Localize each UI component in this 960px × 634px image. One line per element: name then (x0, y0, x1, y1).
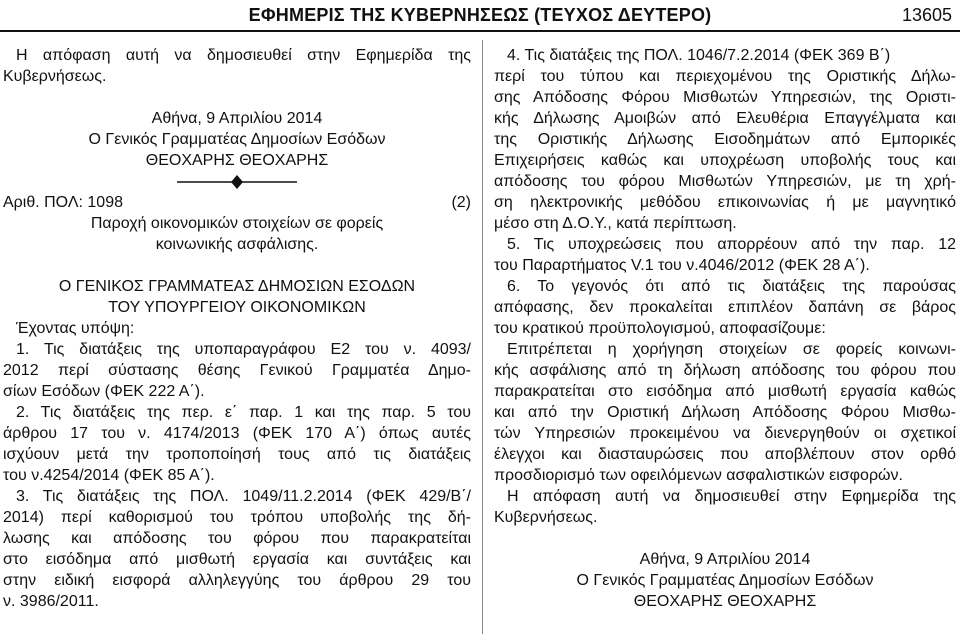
text-line: Επιτρέπεται η χορήγηση στοιχείων σε φορείς κοινωνι- (507, 341, 956, 358)
text-line: προσδιορισμό των οφειλόμενων ασφαλιστικών εισφορών. (494, 467, 903, 484)
issuing-authority: ΤΟΥ ΥΠΟΥΡΓΕΙΟΥ ΟΙΚΟΝΟΜΙΚΩΝ (108, 299, 366, 316)
decision-sequence: (2) (451, 194, 471, 211)
decision-number-row (3, 192, 471, 213)
signer-title: Ο Γενικός Γραμματέας Δημοσίων Εσόδων (576, 572, 874, 589)
text-line: του Παραρτήματος V.1 του ν.4046/2012 (ΦΕΚ 28 Α΄). (494, 257, 870, 274)
text-line: ν. 3986/2011. (3, 593, 99, 610)
text-line: κής ασφάλισης από τη δήλωση απόδοσης του φόρου που (494, 362, 956, 379)
left-column (3, 45, 471, 612)
signature-date: Αθήνα, 9 Απριλίου 2014 (151, 110, 323, 127)
text-line: Επιχειρήσεις καθώς και υποχρέωση υποβολής τους και (494, 152, 956, 169)
text-line: ση ηλεκτρονικής μεθόδου επικοινωνίας ή με μαγνητικό (494, 194, 956, 211)
text-line: έλεγχοι και διασταυρώσεις που αποβλέπουν στον ορθό (494, 446, 956, 463)
signature-date: Αθήνα, 9 Απριλίου 2014 (639, 551, 811, 568)
text-line: Κυβερνήσεως. (3, 68, 107, 85)
text-line: 2. Τις διατάξεις της περ. ε΄ παρ. 1 και της παρ. 5 του (16, 404, 471, 421)
having-regard: Έχοντας υπόψη: (16, 320, 135, 337)
text-line: 2014) περί καθορισμού του τρόπου υποβολής της δή- (3, 509, 471, 526)
text-line: απόφασης, δεν προκαλείται επιπλέον δαπάνη σε βάρος (494, 299, 956, 316)
text-line: 5. Τις υποχρεώσεις που απορρέουν από την παρ. 12 (507, 236, 956, 253)
column-divider (482, 40, 483, 634)
text-line: Η απόφαση αυτή να δημοσιευθεί στην Εφημερίδα της (16, 47, 471, 64)
text-line: ισχύουν μετά την τροποποίησή τους από τις διατάξεις (3, 446, 471, 463)
text-line: τών Υπηρεσιών προκειμένου να διενεργηθούν οι σχετικοί (494, 425, 956, 442)
gazette-title: ΕΦΗΜΕΡΙΣ ΤΗΣ ΚΥΒΕΡΝΗΣΕΩΣ (ΤΕΥΧΟΣ ΔΕΥΤΕΡΟ) (248, 5, 712, 25)
text-line: Κυβερνήσεως. (494, 509, 598, 526)
text-line: Η απόφαση αυτή να δημοσιευθεί στην Εφημερίδα της (507, 488, 956, 505)
text-line: λωσης και απόδοσης του φόρου που παρακρατείται (3, 530, 471, 547)
text-line: παρακρατείται στο εισόδημα από μισθωτή εργασία καθώς (494, 383, 956, 400)
text-line: 4. Τις διατάξεις της ΠΟΛ. 1046/7.2.2014 (ΦΕΚ 369 Β΄) (507, 47, 891, 64)
text-line: 2012 περί σύστασης θέσης Γενικού Γραμματέα Δημο- (3, 362, 471, 379)
signer-name: ΘΕΟΧΑΡΗΣ ΘΕΟΧΑΡΗΣ (633, 593, 817, 610)
text-line: 6. Το γεγονός ότι από τις διατάξεις της παρούσας (507, 278, 956, 295)
text-line: και από την Οριστική Δήλωση Απόδοσης Φόρου Μισθω- (494, 404, 956, 421)
decision-number: Αριθ. ΠΟΛ: 1098 (3, 194, 123, 211)
text-line: σίων Εσόδων (ΦΕΚ 222 Α΄). (3, 383, 205, 400)
text-line: 1. Τις διατάξεις της υποπαραγράφου Ε2 του ν. 4093/ (16, 341, 471, 358)
text-line: στην ειδική εισφορά αλληλεγγύης του άρθρου 29 του (3, 572, 471, 589)
text-line: περί του τύπου και περιεχομένου της Οριστικής Δήλω- (494, 68, 956, 85)
issuing-authority: Ο ΓΕΝΙΚΟΣ ΓΡΑΜΜΑΤΕΑΣ ΔΗΜΟΣΙΩΝ ΕΣΟΔΩΝ (58, 278, 416, 295)
text-line: μέσο στη Δ.Ο.Υ., κατά περίπτωση. (494, 215, 737, 232)
text-line: στο εισόδημα από μισθωτή εργασία και συντάξεις και (3, 551, 471, 568)
section-separator-ornament (3, 171, 471, 192)
decision-subject: Παροχή οικονομικών στοιχείων σε φορείς (90, 215, 384, 232)
right-column (494, 45, 956, 612)
text-line: άρθρου 17 του ν. 4174/2013 (ΦΕΚ 170 Α΄) όπως αυτές (3, 425, 471, 442)
text-line: του κρατικού προϋπολογισμού, αποφασίζουμε: (494, 320, 826, 337)
text-line: απόδοσης του φόρου Μισθωτών Υπηρεσιών, με τη χρή- (494, 173, 956, 190)
text-line: κής Δήλωσης Αμοιβών από Ελευθέρια Επαγγέλματα και (494, 110, 956, 127)
text-line: σης Απόδοσης Φόρου Μισθωτών Υπηρεσιών, της Οριστι- (494, 89, 956, 106)
page-number: 13605 (901, 5, 952, 25)
header-rule (0, 30, 960, 32)
text-line: 3. Τις διατάξεις της ΠΟΛ. 1049/11.2.2014 (ΦΕΚ 429/Β΄/ (16, 488, 471, 505)
page-header (0, 0, 960, 30)
text-line: της Οριστικής Δήλωσης Εισοδημάτων από Εμπορικές (494, 131, 956, 148)
decision-subject: κοινωνικής ασφάλισης. (155, 236, 319, 253)
signer-title: Ο Γενικός Γραμματέας Δημοσίων Εσόδων (88, 131, 386, 148)
text-line: του ν.4254/2014 (ΦΕΚ 85 Α΄). (3, 467, 215, 484)
signer-name: ΘΕΟΧΑΡΗΣ ΘΕΟΧΑΡΗΣ (145, 152, 329, 169)
